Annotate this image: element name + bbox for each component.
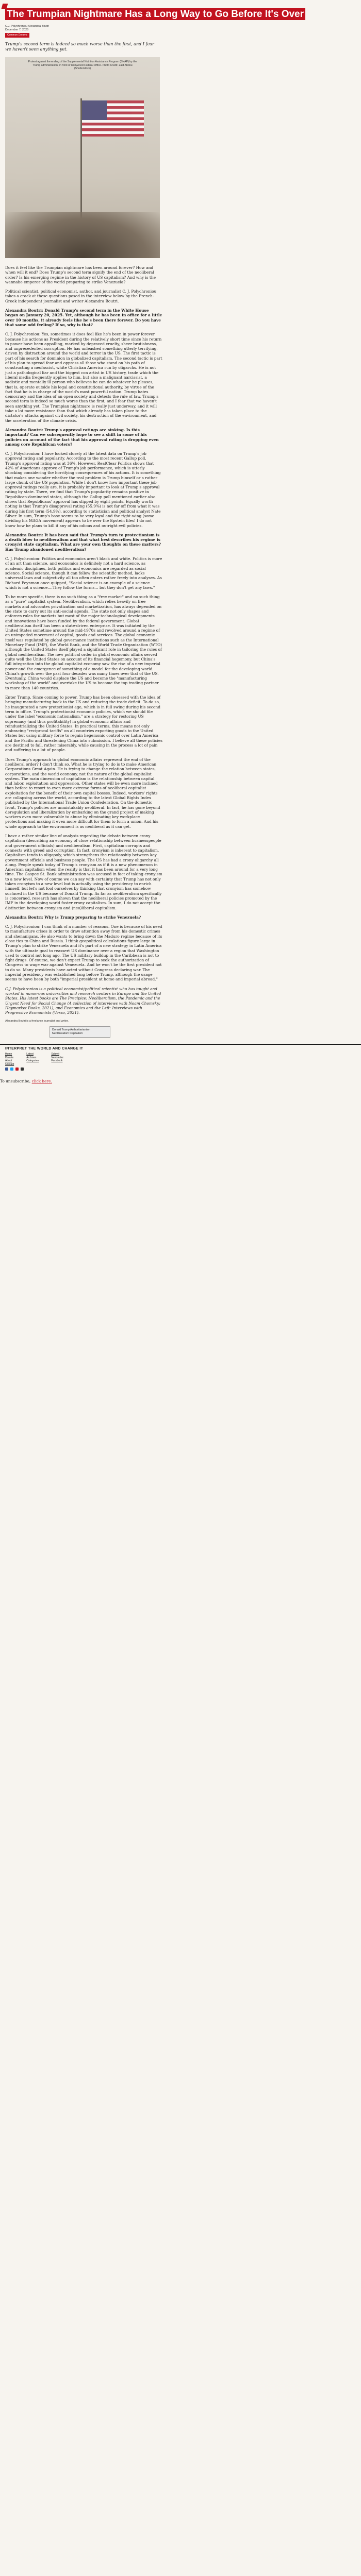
footer-menu-col1	[5, 1053, 14, 1066]
paragraph: To be more specific, there is no such thing as a "free market" and no such thing as a "pure" capitalist system. Neoliberalism, which relies heavily on free markets and advocates privatization and marketization, has always depended on the state to carry out its anti-social agenda. The state not only shapes and enforces rules for markets but most of the major technological developments and innovations have been funded by the federal government. Global neoliberalism itself has been a state-driven enterprise. It was initiated by the United States sometime around the mid-1970s and revolved around a regime of an unimpeded movement of capital, goods and services. The global economic itself was regulated by global governance institutions such as the International Monetary Fund (IMF), the World Bank, and the World Trade Organization (WTO) although the United States itself played a significant role in tailoring the rules of global neoliberalism. The new political order in global economic affairs served quite well the United States on account of its financial hegemony, but China's full integration into the global capitalist economy saw the rise of a new imperial power and the emergence of something of a model for the developing world. China's growth over the past four decades was many times over that of the US. Eventually, China would displace the US and become the "manufacturing workshop of the world" and overtake the US to become the top trading partner to more than 140 countries.	[5, 595, 162, 690]
question-paragraph: Alexandra Boutri: Why is Trump preparing to strike Venezuela?	[5, 914, 141, 920]
footer-link[interactable]: Home	[5, 1053, 12, 1056]
facebook-icon[interactable]	[5, 1067, 8, 1071]
footer-link[interactable]: Categories	[26, 1059, 39, 1063]
image-caption: Protest against the ending of the Supplemental Nutrition Assistance Program (SNAP) by the Trump administration, in front of Hollywood Federal Office. Photo Credit: Zaid Abdou (Shutterstock)	[28, 60, 137, 70]
paragraph: C. J. Polychroniou: I have looked closely at the latest data on Trump's job approval rating and popularity. According to the most recent Gallup poll, Trump's approval rating was at 36%. However, RealClear Politics shows that 42% of Americans approve of Trump's job performance, which is utterly shocking considering the horrifying consequences of his actions. It is something that makes one wonder whether the real problem is Trump himself or a rather large chunk of the US population. While I don't know how important these job approval ratings really are, it is probably important to look at Trump's approval rating by state. There, we find that Trump's popularity remains positive in Republican-dominated states, although the Gallup poll mentioned earlier also shows that Republicans' approval has slipped by eight points. Equally worth noting is that Trump's disapproval rating (55.9%) is not far off from what it was during his first term (54.9%), according to statistician and political analyst Nate Silver. In sum, Trump's base seems to be very loyal and the right-wing (some dividing his MAGA movement) appears to be over the Epstein files! I do not know how he plans to kill it any of his odious and outright evil policies.	[5, 451, 161, 528]
byline-authors: C.J. Polychroniou Alexandra Boutri	[5, 25, 49, 28]
footer-link[interactable]: Donate	[5, 1056, 14, 1059]
footer-link[interactable]: Archives	[26, 1056, 37, 1059]
footer-link[interactable]: About	[5, 1059, 12, 1063]
paragraph: I have a rather similar line of analysis regarding the debate between crony capitalism (describing an economy of close relationship between businesspeople and government officials) and neoliberalism. First, capitalism corrupts and connects with greed and corruption. In fact, cronyism is inherent to capitalism. Capitalism tends to oligopoly, which strengthens the relationship between key government officials and business people. The US has had a crony oligarchy all along. People speak today of Trump's cronyism as if it is a new phenomenon in American capitalism when the reality is that it has been around for a very long time. The Gaspee St. Bank administration was accused in fact of taking cronyism to a new level. Now of course we can say with certainty that Trump has not only taken cronyism to a new level but is actually using the presidency to enrich himself, but let's not fool ourselves by thinking that cronyism has somehow surfaced in the US because of Donald Trump. As far as neoliberalism specifically is concerned, research has shown that the neoliberal policies promoted by the IMF in the developing world foster crony capitalism. In sum, I do not accept the distinction between cronyism and (neo)liberal capitalism.	[5, 834, 162, 910]
unsubscribe-text: To unsubscribe,	[0, 1079, 32, 1084]
paragraph: Enter Trump. Since coming to power, Trump has been obsessed with the idea of bringing manufacturing back to the US and reducing the trade deficit. To do so, he inaugurated a new protectionist age, which is in full swing during his second term in office. Trump's protectionist economic policies, which we should file under the label "economic nationalism," are a strategy for restoring US supremacy (and thus profitability) in global economic affairs and reindustrializing the United States. In practical terms, this means not only embracing "reciprocal tariffs" on all countries exporting goods to the United States but using military force to regain hegemonic control over Latin America and the Pacific and threatening China into submission. I believe all these policies are destined to fail, rather miserably, while causing in the process a lot of pain and suffering to a lot of people.	[5, 695, 163, 753]
byline-date: December 7, 2025	[5, 28, 29, 31]
question-paragraph: Alexandra Boutri: Donald Trump's second term in the White House began on January 20, 2025. Yet, although he has been in office for a little over 10 months, it already feels like he's been there forever. Do you have that same odd feeling? If so, why is that?	[5, 308, 162, 327]
unsubscribe-link[interactable]: click here.	[31, 1079, 52, 1084]
byline	[5, 25, 356, 38]
social-icons	[5, 1067, 356, 1071]
footer-link[interactable]: Contact	[5, 1062, 14, 1066]
footer-brand: INTERPRET THE WORLD AND CHANGE IT	[5, 1047, 84, 1051]
top-bar	[0, 0, 361, 8]
headline-block	[0, 8, 361, 21]
email-icon[interactable]	[21, 1067, 24, 1071]
paragraph: C. J. Polychroniou: I can think of a number of reasons. One is because of his need to manufacture crises in order to draw attention away from his domestic crimes and shenanigans. He also wants to bring down the Maduro regime because of its close ties to China and Russia. I think geopolitical calculations figure large in Trump's plan to strike Venezuela and it's part of a new strategy in Latin America with the ultimate goal to reassert US dominance over a region that Washington used to control not long ago. The US military buildup in the Caribbean is not to fight drugs. Of course, we don't expect Trump to seek the authorization of Congress to wage war against Venezuela. And he won't be the first president not to do so. Many presidents have acted without Congress declaring war. The imperial presidency was established long before Trump, although the usage seems to have been by both "imperial president at home and imperial abroad."	[5, 924, 162, 982]
footer-menus	[5, 1053, 356, 1066]
paragraph: Does Trump's approach to global economic affairs represent the end of the neoliberal order? I don't think so. What he is trying to do is to make American Corporations Great Again. He is trying to change the relation between states, corporations, and the world economy, not the nature of the global capitalist system. The main dimension of capitalism is the relationship between capital and labor, exploitation and oppression. Other states will be even more inclined than before to resort to even more extreme forms of neoliberal capitalist exploitation for the benefit of their own capital bosses. Indeed, workers' rights are collapsing across the world, according to the latest Global Rights Index published by the International Trade Union Confederation. On the domestic front, Trump's policies are unmistakably neoliberal. In fact, he has gone beyond deregulation and liberalization by embarking on the grand project of making workers even more vulnerable to abuse by eliminating key workplace protections and making it even more difficult for them to form a union. And his whole approach to the environment is as neoliberal as it can get.	[5, 757, 160, 829]
source-badge[interactable]: Common Dreams	[5, 33, 29, 38]
article-dek: Trump's second term is indeed so much worse than the first, and I fear we haven't seen anything yet.	[5, 42, 154, 52]
footer-link[interactable]: Facebook	[51, 1059, 63, 1063]
youtube-icon[interactable]	[15, 1067, 19, 1071]
footer-menu-col3	[51, 1053, 63, 1066]
paragraph: Political scientist, political economist, author, and journalist C. J. Polychroniou takes a crack at these questions posed in the interview below by the French-Greek independent journalist and writer Alexandra Boutri.	[5, 289, 157, 303]
site-footer	[0, 1044, 361, 1071]
paragraph: C. J. Polychroniou: Yes, sometimes it does feel like he's been in power forever because his actions as President during the relatively short time since his return to power have been appalling, marked by depraved cruelty, sheer brutishness, and unprecedented corruption. He has unleashed something utterly terrifying, driven by distraction around the world and terror in the US. The first tactic is part of his search for dominion in globalized capitalism. The second tactic is part of his plan to spread fear and oppress all those who stand on his path of constructing a neofascist, white Christian America run by oligarchs. He is not just a pathological liar and the biggest con artist in US history, trade which the liberal media frequently applies to him, but also a malignant narcissist, a sadistic and mentally ill person who believes he can do whatever he pleases, that is, operate outside his legal and constitutional authority, by virtue of the fact that he is in charge of the world's most powerful nation. Trump hates democracy and the idea of an open society and detests the rule of law. Trump's second term is indeed so much worse than the first, and I fear that we haven't seen anything yet. The Trumpian nightmare is really just underway, and it will take a lot more resistance than that which already has taken place to the dictator's attacks against civil society, his destruction of the environment, and the acceleration of the climate crisis.	[5, 332, 162, 423]
tag-list[interactable]: Donald Trump Authoritarianism Neoliberalism Capitalism	[50, 1026, 110, 1038]
article-image	[5, 57, 160, 258]
article-headline[interactable]: The Trumpian Nightmare Has a Long Way to Go Before It's Over	[5, 8, 305, 20]
author-bio: C.J. Polychroniou is a political economist/political scientist who has taught and worked in numerous universities and research centers in Europe and the United States. His latest books are The Precipice: Neoliberalism, the Pandemic and the Urgent Need for Social Change (A collection of interviews with Noam Chomsky; Haymarket Books, 2021), and Economics and the Left: Interviews with Progressive Economists (Verso, 2021).	[5, 986, 161, 1015]
newsletter-page	[0, 0, 361, 1086]
footer-link[interactable]: Newsletter	[51, 1056, 64, 1059]
footer-link[interactable]: Latest	[26, 1053, 34, 1056]
question-paragraph: Alexandra Boutri: It has been said that Trump's turn to protectionism is a death blow to neoliberalism and that what best describes his regime is crony/st state capitalism. What are your own thoughts on these matters? Has Trump abandoned neoliberalism?	[5, 532, 161, 552]
crowd-shape	[5, 212, 160, 258]
unsubscribe-line	[0, 1079, 361, 1086]
us-flag-icon	[82, 100, 144, 137]
article-body	[5, 265, 162, 1015]
paragraph: C. J. Polychroniou: Politics and economics aren't black and white. Politics is more of an art than science, and economics is definitely not a hard science, as academic disciplines, both politics and economics are regarded as social science. Social science, though it can follow the scientific method, lacks universal laws and subjectivity all too often enters rather freely into analyses. As Richard Feynman once quipped, "Social science is an example of a science which is not a science....They follow the forms... but they don't get any laws."	[5, 556, 162, 590]
co-author-note: Alexandra Boutri is a freelance journalist and writer.	[5, 1020, 69, 1023]
paragraph: Does it feel like the Trumpian nightmare has been around forever? How and when will it end? Does Trump's second term signify the end of the neoliberal order? Is his emerging regime in the history of US capitalism? And why is the wannabe emperor of the world preparing to strike Venezuela?	[5, 265, 156, 284]
footer-menu-col2	[26, 1053, 39, 1066]
twitter-icon[interactable]	[10, 1067, 13, 1071]
question-paragraph: Alexandra Boutri: Trump's approval ratings are sinking. Is this important? Can we subsequently hope to see a shift in some of his policies on account of the fact that his approval rating is dropping even among core Republican voters?	[5, 427, 159, 447]
footer-link[interactable]: Submit	[51, 1053, 59, 1056]
